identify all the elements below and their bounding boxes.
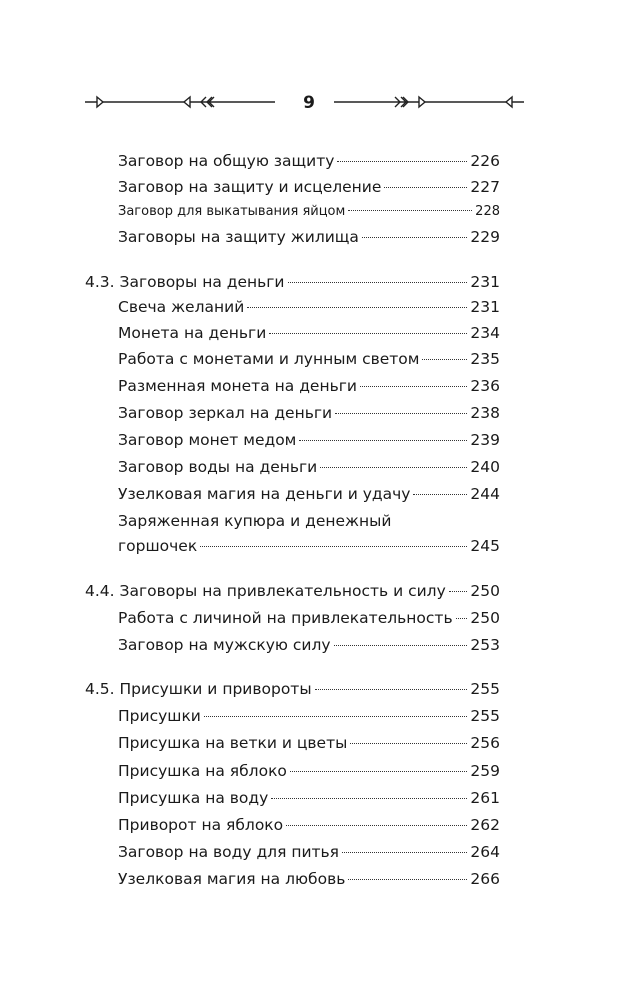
- entry-page: 262: [470, 816, 500, 834]
- toc-entry: [118, 789, 500, 807]
- leader-dots: [299, 440, 467, 441]
- leader-dots: [204, 716, 468, 717]
- entry-title: Монета на деньги: [118, 324, 267, 342]
- page-header: [0, 92, 619, 116]
- entry-page: 235: [470, 350, 500, 368]
- leader-dots: [422, 359, 467, 360]
- entry-title: горшочек: [118, 537, 198, 555]
- entry-title: Заговор на общую защиту: [118, 152, 335, 170]
- toc-entry: [118, 458, 500, 476]
- entry-title: Заговоры на защиту жилища: [118, 228, 359, 246]
- leader-dots: [384, 187, 467, 188]
- entry-page: 244: [470, 485, 500, 503]
- toc-entry: [118, 870, 500, 888]
- entry-title: Присушка на яблоко: [118, 762, 287, 780]
- entry-page: 240: [470, 458, 500, 476]
- entry-page: 266: [470, 870, 500, 888]
- entry-page: 226: [470, 152, 500, 170]
- toc-entry: [118, 734, 500, 752]
- entry-title: Работа с монетами и лунным светом: [118, 350, 420, 368]
- toc-entry: [118, 350, 500, 368]
- entry-title: Узелковая магия на любовь: [118, 870, 346, 888]
- toc-entry: [118, 485, 500, 503]
- leader-dots: [456, 618, 468, 619]
- entry-title: Работа с личиной на привлекательность: [118, 609, 453, 627]
- entry-page: 255: [470, 707, 500, 725]
- toc-entry: [118, 843, 500, 861]
- toc-entry: [118, 431, 500, 449]
- toc-entry: [118, 636, 500, 654]
- leader-dots: [334, 645, 468, 646]
- section-title: 4.5. Присушки и привороты: [85, 680, 312, 698]
- toc-entry: [118, 377, 500, 395]
- leader-dots: [348, 210, 472, 211]
- leader-dots: [315, 689, 468, 690]
- toc-entry: [118, 762, 500, 780]
- leader-dots: [269, 333, 467, 334]
- arrowhead-icon: [506, 97, 512, 107]
- entry-title: Заговор на воду для питья: [118, 843, 340, 861]
- leader-dots: [290, 771, 467, 772]
- section-page: 231: [470, 273, 500, 291]
- entry-page: 229: [470, 228, 500, 246]
- entry-title: Заговор воды на деньги: [118, 458, 318, 476]
- leader-dots: [342, 852, 467, 853]
- entry-title: Заговор на мужскую силу: [118, 636, 331, 654]
- entry-title: Присушка на воду: [118, 789, 269, 807]
- entry-page: 228: [475, 204, 500, 219]
- entry-title: Свеча желаний: [118, 298, 245, 316]
- toc-entry: [118, 816, 500, 834]
- leader-dots: [449, 591, 468, 592]
- entry-page: 238: [470, 404, 500, 422]
- arrowhead-icon: [419, 97, 425, 107]
- leader-dots: [335, 413, 467, 414]
- section-title: 4.4. Заговоры на привлекательность и силу: [85, 582, 446, 600]
- toc-entry: [118, 609, 500, 627]
- section-title: 4.3. Заговоры на деньги: [85, 273, 285, 291]
- toc-entry: [118, 298, 500, 316]
- toc-entry: [118, 404, 500, 422]
- leader-dots: [200, 546, 467, 547]
- toc-entry-first-line: Заряженная купюра и денежный: [118, 512, 392, 530]
- leader-dots: [348, 879, 467, 880]
- entry-page: 245: [470, 537, 500, 555]
- entry-page: 256: [470, 734, 500, 752]
- entry-title: Присушка на ветки и цветы: [118, 734, 348, 752]
- leader-dots: [271, 798, 467, 799]
- entry-page: 264: [470, 843, 500, 861]
- entry-page: 236: [470, 377, 500, 395]
- entry-title: Заговор для выкатывания яйцом: [118, 204, 346, 219]
- entry-page: 250: [470, 609, 500, 627]
- entry-title: Приворот на яблоко: [118, 816, 284, 834]
- leader-dots: [413, 494, 467, 495]
- toc-entry: [118, 707, 500, 725]
- entry-title: Присушки: [118, 707, 201, 725]
- entry-page: 227: [470, 178, 500, 196]
- entry-title: Заговор на защиту и исцеление: [118, 178, 382, 196]
- leader-dots: [286, 825, 467, 826]
- entry-page: 234: [470, 324, 500, 342]
- entry-page: 253: [470, 636, 500, 654]
- toc-entry: [118, 204, 500, 219]
- entry-page: 231: [470, 298, 500, 316]
- leader-dots: [350, 743, 467, 744]
- entry-title: Заговор зеркал на деньги: [118, 404, 333, 422]
- leader-dots: [360, 386, 467, 387]
- toc-entry: [118, 537, 500, 555]
- section-page: 255: [470, 680, 500, 698]
- toc-entry: [118, 152, 500, 170]
- toc-entry: [118, 324, 500, 342]
- arrowhead-icon: [97, 97, 103, 107]
- page-number: 9: [303, 93, 315, 113]
- section-page: 250: [470, 582, 500, 600]
- entry-page: 239: [470, 431, 500, 449]
- entry-title: Заговор монет медом: [118, 431, 297, 449]
- leader-dots: [362, 237, 468, 238]
- toc-entry: [118, 228, 500, 246]
- arrowhead-icon: [184, 97, 190, 107]
- toc-section-heading: [85, 582, 500, 600]
- leader-dots: [337, 161, 467, 162]
- entry-page: 259: [470, 762, 500, 780]
- leader-dots: [288, 282, 468, 283]
- entry-title: Узелковая магия на деньги и удачу: [118, 485, 411, 503]
- toc-entry: [118, 178, 500, 196]
- toc-section-heading: [85, 680, 500, 698]
- leader-dots: [320, 467, 467, 468]
- leader-dots: [247, 307, 467, 308]
- entry-page: 261: [470, 789, 500, 807]
- entry-title: Разменная монета на деньги: [118, 377, 357, 395]
- toc-section-heading: [85, 273, 500, 291]
